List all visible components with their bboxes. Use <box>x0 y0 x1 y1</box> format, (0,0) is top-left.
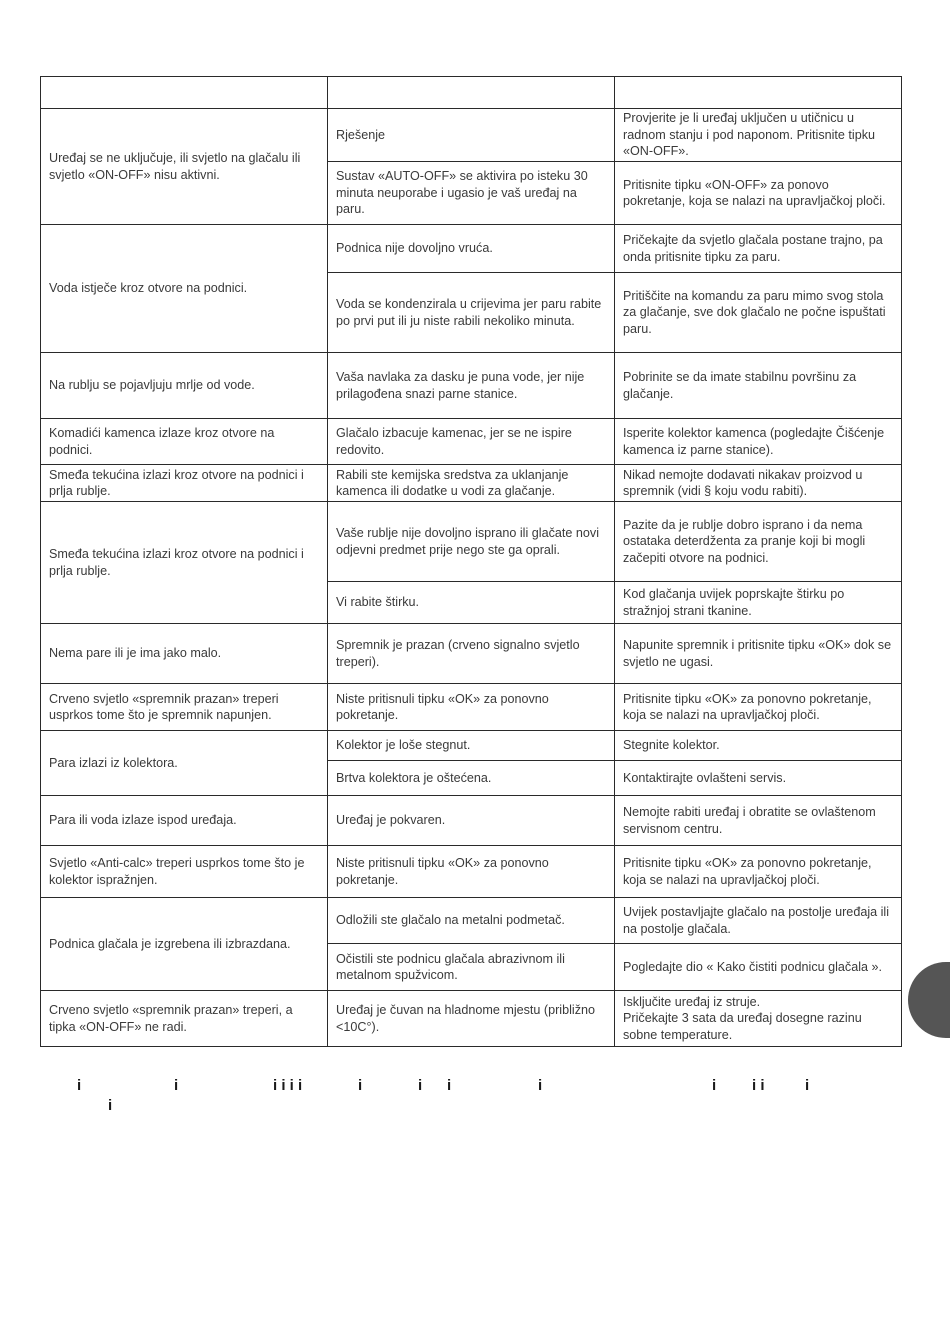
solution-cell: Pobrinite se da imate stabilnu površinu za glačanje. <box>615 353 902 419</box>
cause-cell: Sustav «AUTO-OFF» se aktivira po isteku 30 minuta neuporabe i ugasio je vaš uređaj na paru. <box>328 162 615 225</box>
page-tab-marker <box>908 962 950 1038</box>
cause-cell: Očistili ste podnicu glačala abrazivnom ili metalnom spužvicom. <box>328 944 615 991</box>
footer-glyph: i <box>418 1077 423 1094</box>
table-row <box>41 502 902 582</box>
solution-cell: Pritisnite tipku «OK» za ponovno pokretanje, koja se nalazi na upravljačkoj ploči. <box>615 684 902 731</box>
cause-cell: Vaše rublje nije dovoljno isprano ili glačate novi odjevni predmet prije nego ste ga oprali. <box>328 502 615 582</box>
cause-cell: Rješenje <box>328 109 615 162</box>
problem-cell: Crveno svjetlo «spremnik prazan» treperi usprkos tome što je spremnik napunjen. <box>41 684 328 731</box>
cause-cell: Uređaj je čuvan na hladnome mjestu (približno <10C°). <box>328 991 615 1047</box>
solution-cell: Isperite kolektor kamenca (pogledajte Čišćenje kamenca iz parne stanice). <box>615 419 902 465</box>
problem-cell: Uređaj se ne uključuje, ili svjetlo na glačalu ili svjetlo «ON-OFF» nisu aktivni. <box>41 109 328 225</box>
footer-glyph: i <box>805 1077 810 1094</box>
solution-cell: Nemojte rabiti uređaj i obratite se ovlaštenom servisnom centru. <box>615 796 902 846</box>
footer-glyph: i <box>447 1077 452 1094</box>
footer-glyph: i i i i <box>273 1077 303 1094</box>
problem-cell: Smeđa tekućina izlazi kroz otvore na podnici i prlja rublje. <box>41 502 328 624</box>
table-row <box>41 684 902 731</box>
solution-cell: Pritiščite na komandu za paru mimo svog stola za glačanje, sve dok glačalo ne počne ispuštati paru. <box>615 273 902 353</box>
cause-cell: Uređaj je pokvaren. <box>328 796 615 846</box>
solution-cell: Pritisnite tipku «ON-OFF» za ponovo pokretanje, koja se nalazi na upravljačkoj ploči. <box>615 162 902 225</box>
solution-cell: Pazite da je rublje dobro isprano i da nema ostataka deterdženta za pranje koji bi mogli začepiti otvore na podnici. <box>615 502 902 582</box>
footer-glyph: i <box>712 1077 717 1094</box>
footer-glyph: i <box>77 1077 82 1094</box>
solution-cell: Napunite spremnik i pritisnite tipku «OK» dok se svjetlo ne ugasi. <box>615 624 902 684</box>
table-row <box>41 991 902 1047</box>
table-body <box>41 109 902 1047</box>
table-row <box>41 465 902 502</box>
problem-cell: Nema pare ili je ima jako malo. <box>41 624 328 684</box>
cause-cell: Spremnik je prazan (crveno signalno svjetlo treperi). <box>328 624 615 684</box>
problem-cell: Na rublju se pojavljuju mrlje od vode. <box>41 353 328 419</box>
table-row <box>41 225 902 273</box>
problem-cell: Crveno svjetlo «spremnik prazan» treperi, a tipka «ON-OFF» ne radi. <box>41 991 328 1047</box>
footer-glyph: i <box>174 1077 179 1094</box>
solution-cell: Kontaktirajte ovlašteni servis. <box>615 761 902 796</box>
table-row <box>41 419 902 465</box>
solution-cell: Stegnite kolektor. <box>615 731 902 761</box>
problem-cell: Para ili voda izlaze ispod uređaja. <box>41 796 328 846</box>
cause-cell: Glačalo izbacuje kamenac, jer se ne ispire redovito. <box>328 419 615 465</box>
problem-cell: Voda istječe kroz otvore na podnici. <box>41 225 328 353</box>
table-row <box>41 624 902 684</box>
solution-cell: Pogledajte dio « Kako čistiti podnicu glačala ». <box>615 944 902 991</box>
solution-cell: Pričekajte da svjetlo glačala postane trajno, pa onda pritisnite tipku za paru. <box>615 225 902 273</box>
cause-cell: Kolektor je loše stegnut. <box>328 731 615 761</box>
solution-cell: Nikad nemojte dodavati nikakav proizvod u spremnik (vidi § koju vodu rabiti). <box>615 465 902 502</box>
cause-cell: Podnica nije dovoljno vruća. <box>328 225 615 273</box>
cause-cell: Niste pritisnuli tipku «OK» za ponovno pokretanje. <box>328 684 615 731</box>
header-problem <box>41 77 328 109</box>
cause-cell: Niste pritisnuli tipku «OK» za ponovno pokretanje. <box>328 846 615 898</box>
problem-cell: Svjetlo «Anti-calc» treperi usprkos tome što je kolektor ispražnjen. <box>41 846 328 898</box>
problem-cell: Smeđa tekućina izlazi kroz otvore na podnici i prlja rublje. <box>41 465 328 502</box>
cause-cell: Vi rabite štirku. <box>328 582 615 624</box>
table-row <box>41 109 902 162</box>
problem-cell: Komadići kamenca izlaze kroz otvore na podnici. <box>41 419 328 465</box>
solution-cell: Kod glačanja uvijek poprskajte štirku po stražnjoj strani tkanine. <box>615 582 902 624</box>
footer-glyph: i <box>538 1077 543 1094</box>
table-row <box>41 353 902 419</box>
cause-cell: Vaša navlaka za dasku je puna vode, jer nije prilagođena snazi parne stanice. <box>328 353 615 419</box>
cause-cell: Odložili ste glačalo na metalni podmetač. <box>328 898 615 944</box>
solution-cell: Provjerite je li uređaj uključen u utičnicu u radnom stanju i pod naponom. Pritisnite tipku «ON-OFF». <box>615 109 902 162</box>
problem-cell: Para izlazi iz kolektora. <box>41 731 328 796</box>
solution-cell: Pritisnite tipku «OK» za ponovno pokretanje, koja se nalazi na upravljačkoj ploči. <box>615 846 902 898</box>
table-row <box>41 846 902 898</box>
solution-cell: Isključite uređaj iz struje. Pričekajte 3 sata da uređaj dosegne razinu sobne temperature. <box>615 991 902 1047</box>
header-solution <box>615 77 902 109</box>
problem-cell: Podnica glačala je izgrebena ili izbrazdana. <box>41 898 328 991</box>
header-cause <box>328 77 615 109</box>
cause-cell: Rabili ste kemijska sredstva za uklanjanje kamenca ili dodatke u vodi za glačanje. <box>328 465 615 502</box>
footer-text-fragments <box>40 1073 900 1113</box>
solution-cell: Uvijek postavljajte glačalo na postolje uređaja ili na postolje glačala. <box>615 898 902 944</box>
table-row <box>41 898 902 944</box>
troubleshooting-table <box>40 76 902 1047</box>
cause-cell: Voda se kondenzirala u crijevima jer paru rabite po prvi put ili ju niste rabili nekoliko minuta. <box>328 273 615 353</box>
table-row <box>41 731 902 761</box>
footer-glyph: i <box>108 1097 113 1114</box>
table-row <box>41 796 902 846</box>
footer-glyph: i <box>358 1077 363 1094</box>
footer-glyph: i i <box>752 1077 765 1094</box>
cause-cell: Brtva kolektora je oštećena. <box>328 761 615 796</box>
table-header-row <box>41 77 902 109</box>
